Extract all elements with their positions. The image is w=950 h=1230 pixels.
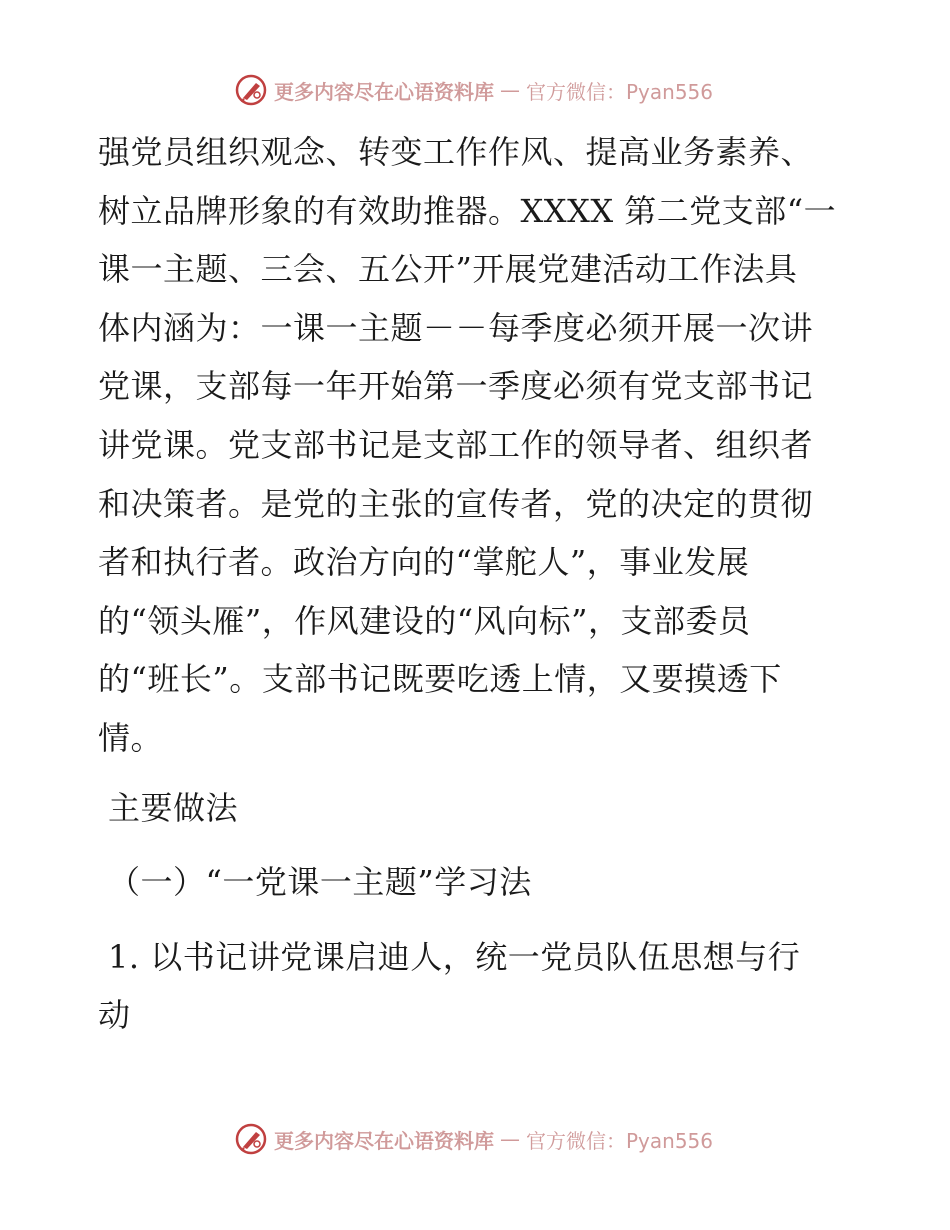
watermark-wechat: 官方微信：Pyan556 <box>526 1128 714 1153</box>
watermark-text: 更多内容尽在心语资料库 <box>274 79 494 104</box>
footer-watermark <box>234 1121 713 1157</box>
body-paragraph <box>98 123 858 768</box>
paragraph-line: 和决策者。是党的主张的宣传者，党的决定的贯彻 <box>98 484 814 523</box>
paragraph-line: 强党员组织观念、转变工作作风、提高业务素养、 <box>98 133 814 171</box>
paragraph-line: 党课，支部每一年开始第一季度必须有党支部书记 <box>98 367 814 406</box>
paragraph-line: 情。 <box>98 718 164 757</box>
paragraph-line: 课一主题、三会、五公开”开展党建活动工作法具 <box>98 250 798 289</box>
pen-circle-logo-icon <box>234 1122 268 1156</box>
pen-circle-logo-icon <box>234 73 268 107</box>
section-subtitle: （一）“一党课一主题”学习法 <box>108 863 532 901</box>
paragraph-line: 树立品牌形象的有效助推器。XXXX 第二党支部“一 <box>98 191 837 230</box>
header-watermark <box>234 72 713 108</box>
numbered-item <box>98 928 800 1044</box>
watermark-dash: — <box>500 78 520 102</box>
item-line: 动 <box>98 996 131 1034</box>
paragraph-line: 的“班长”。支部书记既要吃透上情，又要摸透下 <box>98 660 782 699</box>
item-line: 1. 以书记讲党课启迪人，统一党员队伍思想与行 <box>108 938 801 976</box>
watermark-wechat: 官方微信：Pyan556 <box>526 79 714 104</box>
watermark-text: 更多内容尽在心语资料库 <box>274 1128 494 1153</box>
paragraph-line: 讲党课。党支部书记是支部工作的领导者、组织者 <box>98 425 814 464</box>
watermark-dash: — <box>500 1127 520 1151</box>
paragraph-line: 者和执行者。政治方向的“掌舵人”，事业发展 <box>98 543 750 582</box>
paragraph-line: 的“领头雁”，作风建设的“风向标”，支部委员 <box>98 601 751 640</box>
paragraph-line: 体内涵为：一课一主题－－每季度必须开展一次讲 <box>98 308 814 347</box>
section-title: 主要做法 <box>108 789 239 827</box>
